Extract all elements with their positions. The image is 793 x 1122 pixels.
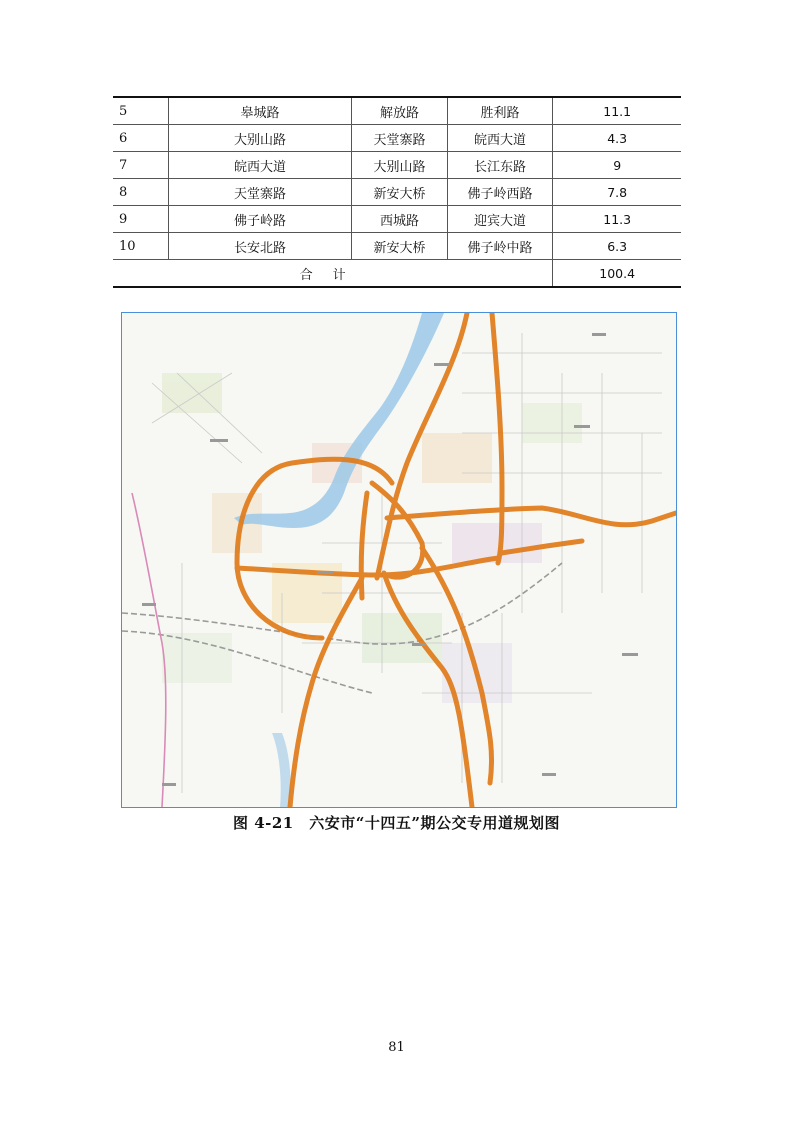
road-name: 皋城路	[168, 97, 351, 125]
end-point: 佛子岭西路	[447, 179, 553, 206]
end-point: 佛子岭中路	[447, 233, 553, 260]
start-point: 西城路	[352, 206, 448, 233]
row-number: 9	[113, 206, 168, 233]
road-name: 佛子岭路	[168, 206, 351, 233]
start-point: 新安大桥	[352, 233, 448, 260]
start-point: 天堂寨路	[352, 125, 448, 152]
bus-lane-east	[387, 508, 676, 525]
row-number: 6	[113, 125, 168, 152]
length-km: 11.3	[553, 206, 681, 233]
city-map-illustration	[122, 313, 676, 807]
bus-lane-central	[361, 493, 367, 598]
row-number: 5	[113, 97, 168, 125]
highway	[132, 493, 166, 807]
end-point: 迎宾大道	[447, 206, 553, 233]
river-south	[272, 733, 291, 807]
start-point: 解放路	[352, 97, 448, 125]
page-number: 81	[388, 1040, 405, 1055]
row-number: 7	[113, 152, 168, 179]
length-km: 9	[553, 152, 681, 179]
figure-caption: 图 4-21 六安市“十四五”期公交专用道规划图	[232, 814, 561, 832]
table-total-row	[113, 260, 681, 288]
road-name: 天堂寨路	[168, 179, 351, 206]
street-grid	[152, 333, 662, 793]
river	[234, 313, 444, 528]
total-length: 100.4	[553, 260, 681, 288]
length-km: 7.8	[553, 179, 681, 206]
road-name: 长安北路	[168, 233, 351, 260]
row-number: 10	[113, 233, 168, 260]
length-km: 4.3	[553, 125, 681, 152]
total-label: 合计	[113, 260, 553, 288]
table-row	[113, 125, 681, 152]
table-row	[113, 152, 681, 179]
road-name: 大别山路	[168, 125, 351, 152]
table-row	[113, 206, 681, 233]
start-point: 大别山路	[352, 152, 448, 179]
table-row	[113, 179, 681, 206]
end-point: 皖西大道	[447, 125, 553, 152]
bus-lane-table	[113, 96, 681, 288]
road-name: 皖西大道	[168, 152, 351, 179]
start-point: 新安大桥	[352, 179, 448, 206]
end-point: 胜利路	[447, 97, 553, 125]
table-row	[113, 233, 681, 260]
length-km: 11.1	[553, 97, 681, 125]
end-point: 长江东路	[447, 152, 553, 179]
table-row	[113, 97, 681, 125]
row-number: 8	[113, 179, 168, 206]
bus-lane-plan-map	[121, 312, 677, 808]
length-km: 6.3	[553, 233, 681, 260]
